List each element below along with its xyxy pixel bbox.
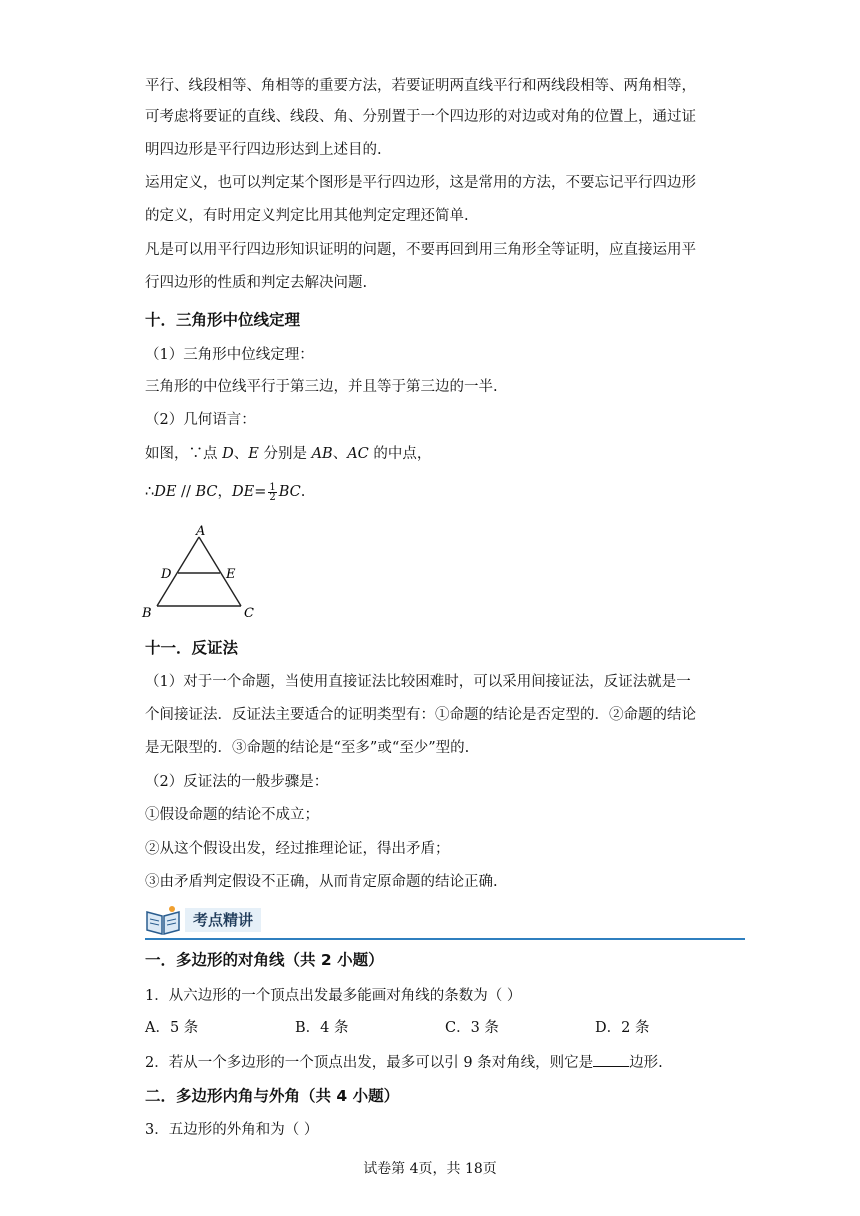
triangle-midline-figure — [140, 522, 265, 620]
label-e: E — [226, 567, 236, 582]
paragraph-line: 是无限型的．③命题的结论是“至多”或“至少”型的. — [145, 740, 470, 756]
option-c: C．3 条 — [445, 1020, 499, 1036]
step-item: ③由矛盾判定假设不正确，从而肯定原命题的结论正确. — [145, 874, 498, 890]
paragraph-line: 个间接证法．反证法主要适合的证明类型有：①命题的结论是否定型的．②命题的结论 — [145, 707, 696, 723]
section-heading: 十．三角形中位线定理 — [145, 311, 301, 329]
option-d: D．2 条 — [595, 1020, 650, 1036]
banner-label: 考点精讲 — [185, 908, 261, 932]
step-item: ①假设命题的结论不成立； — [145, 807, 319, 823]
answer-blank — [593, 1052, 629, 1067]
step-item: ②从这个假设出发，经过推理论证，得出矛盾； — [145, 841, 450, 857]
question-1: 1．从六边形的一个顶点出发最多能画对角线的条数为（ ） — [145, 988, 522, 1004]
label-b: B — [142, 606, 152, 620]
section-heading: 二．多边形内角与外角（共 4 小题） — [145, 1087, 400, 1105]
question-2: 2．若从一个多边形的一个顶点出发，最多可以引 9 条对角线，则它是 边形. — [145, 1052, 663, 1073]
fraction-one-half: $\frac{1}{2}$ — [269, 481, 276, 503]
paragraph-line: 平行、线段相等、角相等的重要方法，若要证明两直线平行和两线段相等、两角相等， — [145, 78, 696, 94]
section-heading: 十一．反证法 — [145, 639, 239, 657]
paragraph-line: （1）对于一个命题，当使用直接证法比较困难时，可以采用间接证法，反证法就是一 — [145, 674, 691, 690]
paragraph-line: 凡是可以用平行四边形知识证明的问题，不要再回到用三角形全等证明，应直接运用平 — [145, 242, 696, 258]
subsection-label: （1）三角形中位线定理： — [145, 347, 314, 363]
section-banner — [145, 902, 745, 940]
section-heading: 一．多边形的对角线（共 2 小题） — [145, 951, 384, 969]
paragraph-line: 运用定义，也可以判定某个图形是平行四边形，这是常用的方法，不要忘记平行四边形 — [145, 175, 696, 191]
label-c: C — [244, 606, 254, 620]
given-statement: 如图，∵点 D、E 分别是 AB、AC 的中点， — [145, 446, 432, 462]
label-d: D — [161, 567, 172, 582]
label-a: A — [196, 524, 206, 539]
paragraph-line: 行四边形的性质和判定去解决问题. — [145, 275, 368, 291]
theorem-text: 三角形的中位线平行于第三边，并且等于第三边的一半. — [145, 379, 498, 395]
paragraph-line: 的定义，有时用定义判定比用其他判定定理还简单. — [145, 208, 469, 224]
question-3: 3．五边形的外角和为（ ） — [145, 1122, 319, 1138]
paragraph-line: 可考虑将要证的直线、线段、角、分别置于一个四边形的对边或对角的位置上，通过证 — [145, 109, 696, 125]
paragraph-line: 明四边形是平行四边形达到上述目的. — [145, 142, 382, 158]
option-b: B．4 条 — [295, 1020, 349, 1036]
option-a: A．5 条 — [145, 1020, 199, 1036]
subsection-label: （2）几何语言： — [145, 412, 256, 428]
conclusion-statement: ∴DE // BC，DE= $\frac{1}{2}$ BC. — [145, 481, 306, 503]
open-book-icon — [145, 904, 181, 936]
banner-divider — [145, 938, 745, 940]
subsection-label: （2）反证法的一般步骤是： — [145, 774, 329, 790]
page-footer: 试卷第 4页，共 18页 — [363, 1161, 497, 1177]
